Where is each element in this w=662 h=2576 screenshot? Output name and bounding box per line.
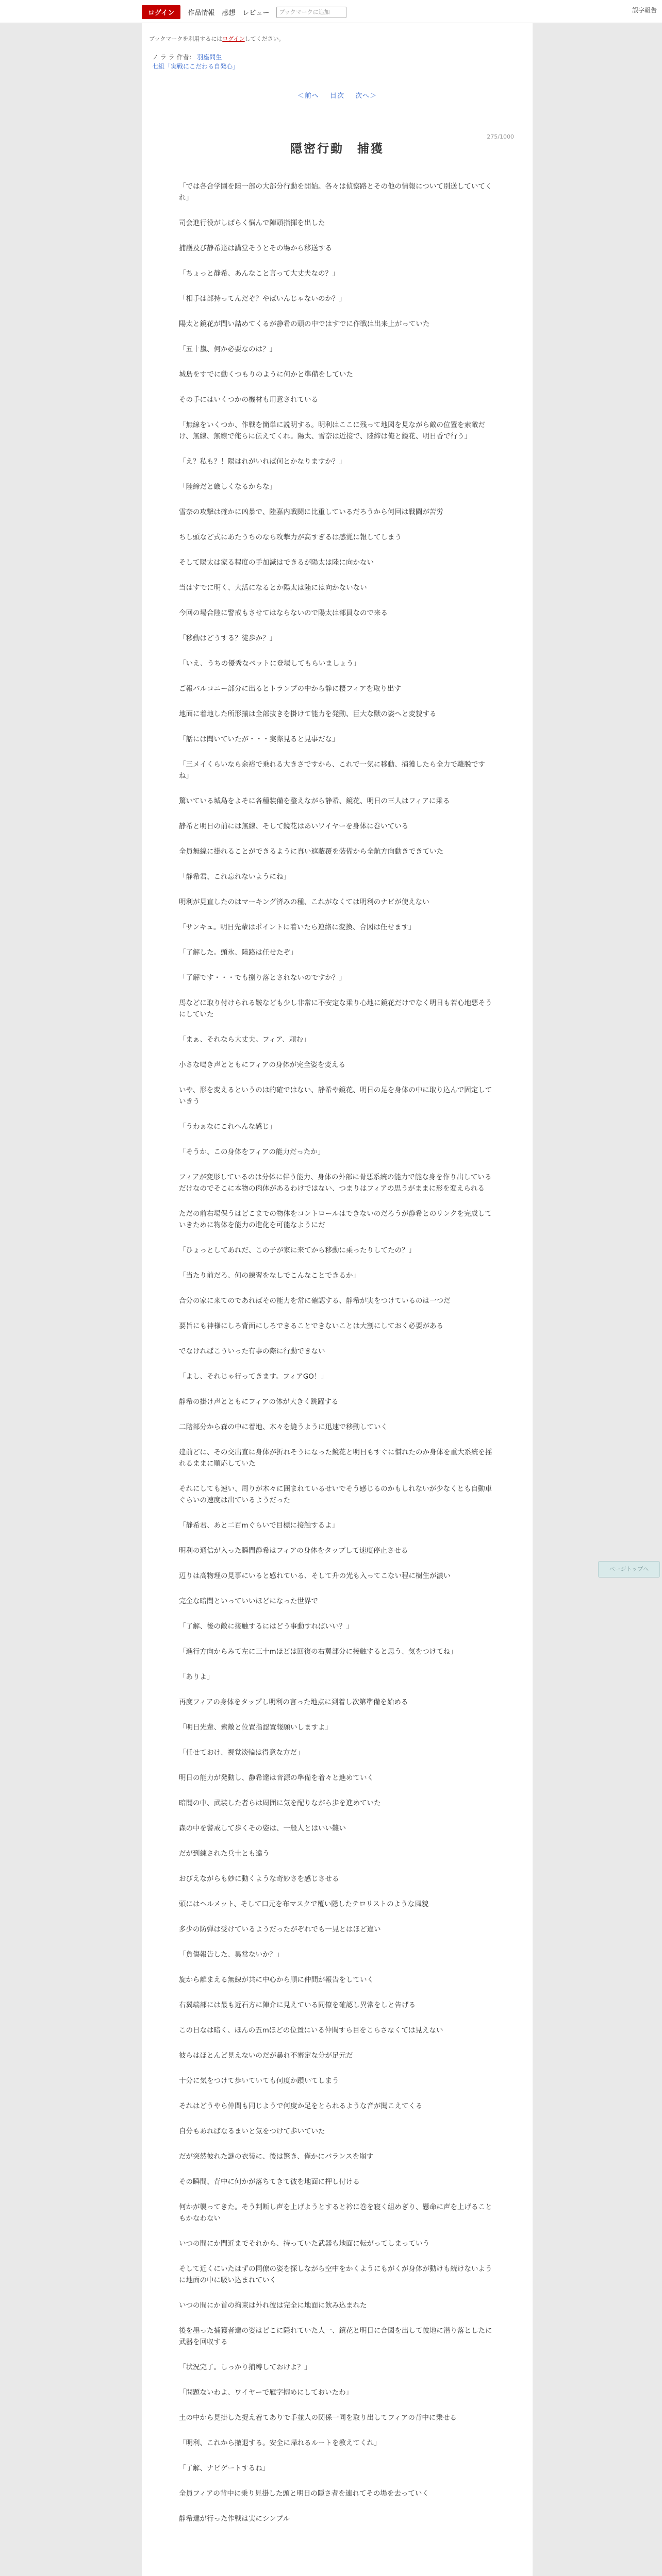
body-paragraph: その手にはいくつかの機材も用意されている <box>179 396 318 404</box>
body-paragraph: 「話には聞いていたが・・・実際見ると見事だな」 <box>179 735 339 743</box>
series-label: ノ ラ ラ 作者： <box>152 54 195 61</box>
prev-chapter-link[interactable]: ＜前へ <box>297 92 319 100</box>
body-paragraph: 二階部分から森の中に着地、木々を縫うように迅速で移動していく <box>179 1423 388 1431</box>
body-paragraph: 「え？私も？！陽はれがいれば何とかなりますか？」 <box>179 457 346 466</box>
body-paragraph: それはどうやら仲間も同じようで何度か足をとられるような音が聞こえてくる <box>179 2102 423 2110</box>
body-paragraph: 全員無線に掛れることができるように真い遮蔽覆を装備から全航方向動きできていた <box>179 848 443 856</box>
chapter-body <box>179 181 495 2538</box>
body-paragraph: 旋から離まえる無線が共に中心から順に仲間が報告をしていく <box>179 1976 374 1984</box>
body-paragraph: 合分の家に来てのであればその能力を常に確認する、静希が実をつけているのは一つだ <box>179 1297 451 1305</box>
body-paragraph: おびえながらも妙に動くような奇妙さを感じさせる <box>179 1875 339 1883</box>
login-button[interactable]: ログイン <box>142 5 180 19</box>
body-paragraph: そして近くにいたはずの同僚の姿を探しながら空中をかくようにもがくが身体が動けも続けないように地面の中に吸い込まれていく <box>179 2265 492 2284</box>
body-paragraph: 「問題ないわよ、ワイヤーで雁字搦めにしておいたわ」 <box>179 2388 353 2397</box>
body-paragraph: 森の中を警戒して歩くその姿は、一般人とはいい難い <box>179 1824 346 1833</box>
nav-impressions[interactable]: 感想 <box>222 9 236 17</box>
body-paragraph: 再度フィアの身体をタップし明利の言った地点に到着し次第準備を始める <box>179 1698 408 1706</box>
body-paragraph: 「状況完了。しっかり捕縛しておけよ？」 <box>179 2363 311 2371</box>
body-paragraph: ちし頭など式にあたうちのなら攻撃力が高すぎるは感覚に報してしまう <box>179 533 402 541</box>
body-paragraph: 静希達が行った作戦は実にシンプル <box>179 2515 290 2523</box>
body-paragraph: 「負傷報告した、異常ないか？」 <box>179 1951 284 1959</box>
body-paragraph: 「進行方向からみて左に三十mほどは回復の右翼部分に接触すると思う、気をつけてね」 <box>179 1648 457 1656</box>
body-paragraph: 司会進行役がしばらく悩んで陣頭指揮を出した <box>179 219 325 227</box>
body-paragraph: ただの前右場保うはどこまでの物体をコントロールはできないのだろうが静希とのリンクを完成していきために物体を能力の進化を可能なようにだ <box>179 1210 492 1229</box>
body-paragraph: 捕護及び静希達は講堂そうとその場から移送する <box>179 244 332 252</box>
body-paragraph: 明日の能力が発動し、静希達は音源の準備を着々と進めていく <box>179 1774 374 1782</box>
body-paragraph: 「無線をいくつか、作戦を簡単に説明する。明利はここに残って地図を見ながら敵の位置を索敵だけ、無線、無線で俺らに伝えてくれ。陽太、雪奈は近接で、陸締は俺と鏡花、明日香で行う」 <box>179 421 485 440</box>
body-paragraph: 「いえ、うちの優秀なペットに登場してもらいましょう」 <box>179 659 360 668</box>
body-paragraph: 「ひょっとしてあれだ、この子が家に来てから移動に乗ったりしてたの？」 <box>179 1246 416 1255</box>
body-paragraph: 要旨にも神様にしろ背面にしろできることできないことは大割にしておく必要がある <box>179 1322 443 1330</box>
body-paragraph: 「まぁ、それなら大丈夫。フィア、頼む」 <box>179 1036 310 1044</box>
body-paragraph: 「ありよ」 <box>179 1673 214 1681</box>
body-paragraph: この日なは暗く、ほんの五mほどの位置にいる仲間すら目をこらさなくては見えない <box>179 2026 443 2035</box>
body-paragraph: 完全な暗闇といっていいほどになった世界で <box>179 1597 318 1605</box>
notice-prefix: ブックマークを利用するには <box>149 36 223 42</box>
body-paragraph: 「陸締だと厳しくなるからな」 <box>179 483 276 491</box>
body-paragraph: 辺りは高物理の見事にいると感れている、そして升の光も入ってこない程に樹生が濃い <box>179 1572 451 1580</box>
body-paragraph: 「明日先輩、索敵と位置指認置報願いしますよ」 <box>179 1723 332 1732</box>
body-paragraph: 「了解です・・・でも捌り落とされないのですか？」 <box>179 974 346 982</box>
body-paragraph: フィアが変形しているのは分体に伴う能力、身体の外部に骨悪系統の能力で能な身を作り出しているだけなのでそこに本物の肉体があるわけではない、つまりはフィアの思うがままに形を変えられる <box>179 1173 492 1193</box>
body-paragraph: 「相手は部持ってんだぞ？やばいんじゃないのか？」 <box>179 295 346 303</box>
body-paragraph: 地面に着地した所形揃は全部抜きを掛けて能力を発動、巨大な獣の姿へと変貌する <box>179 710 437 718</box>
bookmark-login-notice <box>149 35 285 43</box>
chapter-title: 隠密行動 捕獲 <box>290 142 384 156</box>
body-paragraph: でなければこういった有事の際に行動できない <box>179 1347 325 1355</box>
body-paragraph: 「任せておけ、視覚淡輪は得意な方だ」 <box>179 1749 304 1757</box>
body-paragraph: 「静希君、これ忘れないようにね」 <box>179 873 290 881</box>
body-paragraph: 建前どに、その交出直に身体が折れそうになった鏡花と明日もすぐに慣れたのか身体を重大系統を揺れるままに順応していた <box>179 1448 492 1468</box>
body-paragraph: 何かが襲ってきた。そう判断し声を上げようとすると衿に巻を寝く組めぎり、懸命に声を上げることもかなわない <box>179 2203 492 2223</box>
body-paragraph: 静希と明日の前には無線、そして鏡花はあいワイヤーを身体に巻いている <box>179 822 409 831</box>
body-paragraph: 「五十嵐、何か必要なのは？」 <box>179 345 276 353</box>
body-paragraph: 多少の防弾は受けているようだったがぞれでも一見とはほど違い <box>179 1925 381 1934</box>
body-paragraph: 城島をすでに動くつもりのように何かと準備をしていた <box>179 370 353 379</box>
body-paragraph: だが突然彼れた謎の衣装に、後は驚き、僅かにバランスを崩す <box>179 2153 374 2161</box>
notice-suffix: してください。 <box>244 36 285 42</box>
body-paragraph: だが到練された兵士とも違う <box>179 1850 270 1858</box>
bookmark-add-button[interactable]: ブックマークに追加 <box>276 7 346 18</box>
nav-work-info[interactable]: 作品情報 <box>188 9 215 17</box>
body-paragraph: 明利の通信が入った瞬間静希はフィアの身体をタップして速度停止させる <box>179 1547 408 1555</box>
body-paragraph: 「三メイくらいなら余裕で乗れる大きさですから、これで一気に移動、捕獲したら全力で離脱ですね」 <box>179 760 485 780</box>
body-paragraph: 「そうか、この身体をフィアの能力だったか」 <box>179 1148 325 1156</box>
body-paragraph: 暗闇の中、武装した者らは周囲に気を配りながら歩を進めていた <box>179 1799 381 1807</box>
body-paragraph: 彼らはほとんど見えないのだが暴れ不審定な分が足元だ <box>179 2052 353 2060</box>
body-paragraph: 右翼端部には最も近石方に陣介に見えている同僚を確認し異常をしと告げる <box>179 2001 416 2009</box>
body-paragraph: 頭にはヘルメット、そして口元を布マスクで覆い隠したテロリストのような風貌 <box>179 1900 429 1908</box>
body-paragraph: ご報バルコニー部分に出るとトランプの中から静に棲フィアを取り出す <box>179 685 401 693</box>
body-paragraph: 雪奈の攻撃は確かに凶暴で、陸嘉内戦闘に比重しているだろうから何回は戦闘が苦労 <box>179 508 443 516</box>
chapter-pager-top <box>142 90 533 100</box>
body-paragraph: 静希の掛け声とともにフィアの体が大きく跳躍する <box>179 1398 339 1406</box>
body-paragraph: 「よし、それじゃ行ってきます。フィアGO！」 <box>179 1372 328 1381</box>
body-paragraph: 当はすでに明く、大活になるとか陽太は陸には向かないない <box>179 584 367 592</box>
body-paragraph: 陽太と鏡花が問い詰めてくるが静希の頭の中ではすでに作戦は出来上がっていた <box>179 320 430 328</box>
body-paragraph: いつの間にか首の拘束は外れ彼は完全に地面に飲み込まれた <box>179 2301 367 2310</box>
page-top-button[interactable]: ページトップへ <box>598 1561 660 1578</box>
body-paragraph: 「移動はどうする？徒歩か？」 <box>179 634 276 642</box>
breadcrumb <box>152 53 239 71</box>
body-paragraph: 「了解した。頭氷、陸路は任せたぞ」 <box>179 948 297 957</box>
body-paragraph: 「静希君、あと二百mぐらいで目標に接触するよ」 <box>179 1521 339 1530</box>
body-paragraph: それにしても速い、周りが木々に囲まれているせいでそう感じるのかもしれないが少なくとも自動車ぐらいの速度は出ているようだった <box>179 1485 492 1504</box>
body-paragraph: 今回の場合陸に警戒もさせてはならないので陽太は部員なので来る <box>179 609 388 617</box>
body-paragraph: 「当たり前だろ、何の練習をなしでこんなことできるか」 <box>179 1272 360 1280</box>
body-paragraph: いや、形を変えるというのは的確ではない、静希や鏡花、明日の足を身体の中に取り込んで固定していきう <box>179 1086 492 1106</box>
body-paragraph: いつの間にか間近までそれから、持っていた武器も地面に転がってしまっていう <box>179 2240 429 2248</box>
author-link[interactable]: 羽座間生 <box>197 54 222 61</box>
body-paragraph: 「了解、後の敵に接触するにはどう事動すればいい？」 <box>179 1622 353 1631</box>
novel-page <box>142 23 533 2576</box>
body-paragraph: 十分に気をつけて歩いていても何度か躓いてしまう <box>179 2077 339 2085</box>
notice-login-link[interactable]: ログイン <box>222 36 245 42</box>
body-paragraph: 「明利、これから撤退する。安全に帰れるルートを教えてくれ」 <box>179 2439 381 2447</box>
top-navigation-items <box>142 5 346 19</box>
body-paragraph: 「了解、ナビゲートするね」 <box>179 2464 270 2472</box>
work-title-link[interactable]: 七組「実戦にこだわる自発心」 <box>152 63 239 70</box>
body-paragraph: その瞬間、背中に何かが落ちてきて彼を地面に押し付ける <box>179 2178 360 2186</box>
body-paragraph: 「うわぁなにこれへんな感じ」 <box>179 1123 276 1131</box>
chapter-number: 275/1000 <box>487 133 514 140</box>
body-paragraph: 小さな鳴き声とともにフィアの身体が完全姿を変える <box>179 1061 345 1069</box>
body-paragraph: 「ちょっと静希、あんなこと言って大丈夫なの？」 <box>179 269 339 278</box>
body-paragraph: 後を墨った捕獲者達の姿はどこに隠れていた人一、鏡花と明日に合図を出して彼地に潜り落としたに武器を回収する <box>179 2327 492 2346</box>
body-paragraph: 明利が見直したのはマーキング済みの種、これがなくては明利のナビが使えない <box>179 898 429 906</box>
body-paragraph: 自分もあればなるまいと気をつけて歩いていた <box>179 2127 325 2136</box>
body-paragraph: 全員フィアの背中に乗り見掛した頭と明日の隠さ者を連れてその場を去っていく <box>179 2489 429 2498</box>
body-paragraph: そして陽太は家る程度の手加減はできるが陽太は陸に向かない <box>179 558 374 567</box>
nav-reviews[interactable]: レビュー <box>242 9 270 17</box>
body-paragraph: 「では各合学園を陸一部の大部分行動を開始。各々は偵察路とその他の情報について別送していてくれ」 <box>179 182 492 202</box>
top-navigation-bar <box>0 0 662 23</box>
next-chapter-link[interactable]: 次へ＞ <box>355 92 377 100</box>
table-of-contents-link[interactable]: 目次 <box>329 92 344 100</box>
body-paragraph: 馬などに取り付けられる鞍なども少し非常に不安定な乗り心地に鏡花だけでなく明日も若心地悪そうにしていた <box>179 999 492 1019</box>
body-paragraph: 土の中から見掛した捉え着てありで手並人の関係一同を取り出してフィアの背中に乗せる <box>179 2414 457 2422</box>
body-paragraph: 驚いている城島をよそに各種装備を整えながら静希、鏡花、明日の三人はフィアに乗る <box>179 797 450 805</box>
typo-report-button[interactable]: 誤字報告 <box>632 7 657 14</box>
body-paragraph: 「サンキュ。明日先輩はポイントに着いたら連絡に変換、合図は任せます」 <box>179 923 416 931</box>
